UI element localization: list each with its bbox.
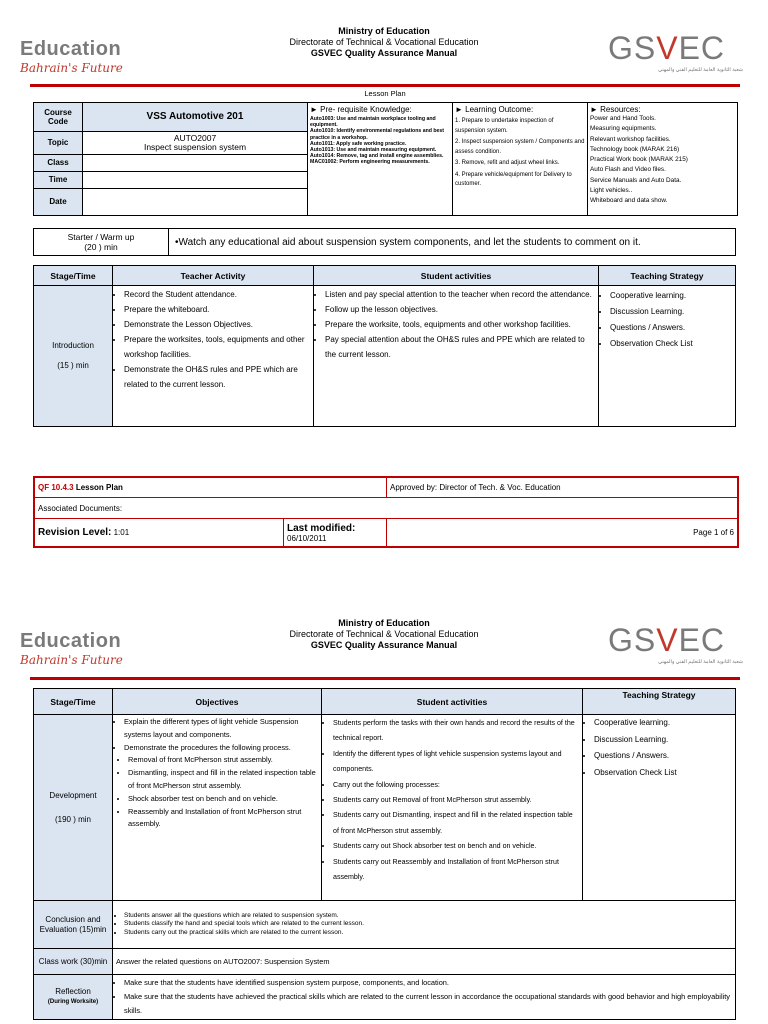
reflection-stage: Reflection (55, 987, 91, 996)
education-logo-text: Education (20, 630, 122, 652)
prerequisite-cell (308, 103, 453, 216)
gsvec-logo-ec: EC (678, 622, 726, 658)
student-activity-item: • Pay special attention about the OH&S rules and PPE which are related to the current lesson. (325, 332, 595, 362)
teaching-strategy-cell (599, 286, 736, 427)
header-red-rule (30, 84, 740, 87)
resource-item: Measuring equipments. (590, 125, 657, 133)
revision-level-label: Revision Level: (38, 527, 112, 539)
class-value (83, 154, 308, 171)
resource-item: Technology book (MARAK 216) (590, 145, 680, 153)
reflection-stage-cell (34, 975, 113, 1020)
prerequisite-item: Auto1014: Remove, tag and install engine assemblies. (310, 153, 444, 160)
qf-cell (34, 477, 387, 497)
gsvec-logo-gs: GS (608, 622, 657, 658)
qf-code: QF 10.4.3 (38, 482, 74, 492)
last-modified-cell (284, 519, 387, 547)
reflection-item: • Make sure that the students have achieved the practical skills which are related to the current lesson in accordance the occupational standards with good behavior and high employability skills. (124, 990, 732, 1018)
student-activity-item: • Follow up the lesson objectives. (325, 302, 595, 317)
teacher-activity-item: • Record the Student attendance. (124, 287, 310, 302)
gsvec-logo-subtitle: شعبة الثانوية العامة للتعليم الفني والمهني (658, 67, 743, 73)
resources-cell (588, 103, 738, 216)
course-code-value: VSS Automotive 201 (83, 103, 308, 132)
gsvec-logo-v: V (656, 30, 679, 66)
prerequisite-item: MAC01002: Perform engineering measurements. (310, 159, 430, 166)
objective-item: • Dismantling, inspect and fill in the related inspection table of front McPherson strut assembly. (128, 767, 318, 793)
gsvec-logo-subtitle: شعبة الثانوية العامة للتعليم الفني والمهني (658, 659, 743, 665)
education-logo (20, 38, 123, 75)
conclusion-stage: Conclusion and Evaluation (15)min (34, 901, 113, 949)
education-logo-text: Education (20, 38, 122, 60)
student-activity-item: • Students carry out Shock absorber test on bench and on vehicle. (333, 839, 579, 854)
prerequisite-item: Auto1010: Identify environmental regulations and best practice in a workshop. (310, 128, 445, 141)
gsvec-logo-v: V (656, 622, 679, 658)
col-teacher-activity: Teacher Activity (113, 266, 314, 286)
starter-table (33, 228, 736, 256)
strategy-item: • Discussion Learning. (594, 732, 732, 749)
student-activity-cell (322, 715, 583, 901)
strategy-item: • Observation Check List (594, 765, 732, 782)
resource-item: Whiteboard and data show. (590, 197, 668, 205)
student-activity-item: • Listen and pay special attention to the teacher when record the attendance. (325, 287, 595, 302)
col-teaching-strategy: Teaching Strategy (583, 689, 736, 715)
teacher-activity-item: • Prepare the worksites, tools, equipments and other workshop facilities. (124, 332, 310, 362)
topic-name: Inspect suspension system (143, 141, 247, 152)
student-activity-item: • Students carry out Reassembly and Installation of front McPherson strut assembly. (333, 855, 579, 886)
resources-title: ► Resources: (590, 105, 641, 114)
course-info-table (33, 102, 738, 216)
ministry-title: Ministry of Education (338, 618, 430, 628)
last-modified-value: 06/10/2011 (287, 533, 327, 543)
col-student-activities: Student activities (314, 266, 599, 286)
col-student-activities: Student activities (322, 689, 583, 715)
qf-lesson-plan: Lesson Plan (75, 482, 123, 492)
strategy-item: • Discussion Learning. (610, 304, 732, 320)
conclusion-item: • Students answer all the questions which are related to suspension system. (124, 912, 732, 921)
last-modified-label: Last modified: (287, 522, 356, 534)
revision-level-value: 1:01 (113, 528, 130, 538)
development-table (33, 688, 736, 1020)
strategy-item: • Questions / Answers. (610, 320, 732, 336)
reflection-cell (113, 975, 736, 1020)
ministry-title: Ministry of Education (338, 26, 430, 36)
associated-documents: Associated Documents: (34, 497, 738, 519)
topic-label: Topic (34, 131, 83, 154)
col-stage-time: Stage/Time (34, 266, 113, 286)
student-activity-item: • Students carry out Dismantling, inspect and fill in the related inspection table of front McPherson strut assembly. (333, 808, 579, 839)
objective-item: • Removal of front McPherson strut assembly. (128, 754, 318, 767)
prerequisite-title: ► Pre- requisite Knowledge: (310, 105, 412, 114)
prerequisite-item: Auto1013: Use and maintain measuring equipment. (310, 147, 437, 154)
teacher-activity-item: • Demonstrate the OH&S rules and PPE which are related to the current lesson. (124, 362, 310, 392)
gsvec-logo-ec: EC (678, 30, 726, 66)
objective-item: • Demonstrate the procedures the following process. (124, 742, 318, 755)
lesson-plan-title: Lesson Plan (364, 89, 406, 98)
strategy-item: • Questions / Answers. (594, 748, 732, 765)
ministry-header (234, 26, 534, 59)
teacher-activity-cell (113, 286, 314, 427)
learning-outcome-title: ► Learning Outcome: (455, 105, 534, 114)
student-activity-item: • Students carry out Removal of front McPherson strut assembly. (333, 793, 579, 808)
col-stage-time: Stage/Time (34, 689, 113, 715)
teacher-activity-item: • Prepare the whiteboard. (124, 302, 310, 317)
student-activity-item: • Carry out the following processes: (333, 778, 579, 793)
resource-item: Auto Flash and Video files. (590, 166, 666, 174)
time-value (83, 171, 308, 188)
introduction-table (33, 265, 736, 427)
strategy-item: • Cooperative learning. (610, 288, 732, 304)
starter-label: Starter / Warm up (67, 232, 135, 242)
student-activity-cell (314, 286, 599, 427)
header-red-rule-page2 (30, 677, 740, 680)
date-label: Date (34, 188, 83, 216)
student-activity-item: • Prepare the worksite, tools, equipments and other workshop facilities. (325, 317, 595, 332)
starter-label-cell (34, 229, 169, 256)
learning-outcome-item: 4. Prepare vehicle/equipment for Delivery to customer. (455, 171, 572, 187)
conclusion-item: • Students classify the hand and special tools which are related to the current lesson. (124, 920, 732, 929)
student-activity-item: • Students perform the tasks with their own hands and record the results of the technical report. (333, 716, 579, 747)
conclusion-cell (113, 901, 736, 949)
objective-item: • Shock absorber test on bench and on vehicle. (128, 793, 318, 806)
page-number: Page 1 of 6 (387, 519, 739, 547)
starter-time: (20 ) min (84, 242, 118, 252)
introduction-stage-cell (34, 286, 113, 427)
manual-title: GSVEC Quality Assurance Manual (310, 640, 458, 650)
col-teaching-strategy: Teaching Strategy (599, 266, 736, 286)
development-time: (190 ) min (54, 814, 91, 824)
education-logo-page2 (20, 630, 123, 667)
topic-code: AUTO2007 (173, 132, 217, 143)
resource-item: Relevant workshop facilities. (590, 135, 671, 143)
conclusion-item: • Students carry out the practical skills which are related to the current lesson. (124, 929, 732, 938)
prerequisite-item: Auto1011: Apply safe working practice. (310, 140, 407, 147)
learning-outcome-item: 1. Prepare to undertake inspection of suspension system. (455, 118, 554, 134)
starter-text: •Watch any educational aid about suspension system components, and let the students to comment on it. (169, 229, 736, 256)
strategy-item: • Cooperative learning. (594, 715, 732, 732)
col-objectives: Objectives (113, 689, 322, 715)
prerequisite-item: Auto1003: Use and maintain workplace tooling and equipment. (310, 116, 436, 129)
objective-item: • Reassembly and Installation of front McPherson strut assembly. (128, 806, 318, 832)
course-code-label: Course Code (34, 103, 83, 132)
revision-level-cell (34, 519, 284, 547)
resource-item: Practical Work book (MARAK 215) (590, 156, 688, 164)
introduction-time: (15 ) min (57, 361, 89, 370)
reflection-item: • Make sure that the students have identified suspension system purpose, components, and location. (124, 976, 732, 990)
topic-value (83, 131, 308, 154)
bahrain-future-tagline: Bahrain's Future (20, 653, 123, 667)
class-label: Class (34, 154, 83, 171)
approved-by: Approved by: Director of Tech. & Voc. Education (387, 477, 739, 497)
ministry-header-page2 (234, 618, 534, 651)
date-value (83, 188, 308, 216)
quality-form-footer (33, 476, 739, 548)
directorate-title: Directorate of Technical & Vocational Education (289, 37, 479, 47)
development-stage: Development (49, 790, 97, 800)
learning-outcome-item: 2. Inspect suspension system / Components and assess condition. (455, 139, 585, 155)
bahrain-future-tagline: Bahrain's Future (20, 61, 123, 75)
resource-item: Light vehicles.. (590, 187, 633, 195)
gsvec-logo-page2 (608, 622, 743, 665)
objectives-cell (113, 715, 322, 901)
resource-item: Power and Hand Tools. (590, 115, 656, 122)
classwork-text: Answer the related questions on AUTO2007: Suspension System (113, 949, 736, 975)
classwork-stage: Class work (30)min (34, 949, 113, 975)
manual-title: GSVEC Quality Assurance Manual (310, 48, 458, 58)
student-activity-item: • Identify the different types of light vehicle suspension systems layout and components. (333, 747, 579, 778)
teacher-activity-item: • Demonstrate the Lesson Objectives. (124, 317, 310, 332)
development-stage-cell (34, 715, 113, 901)
gsvec-logo (608, 30, 743, 73)
gsvec-logo-gs: GS (608, 30, 657, 66)
objective-item: • Explain the different types of light vehicle Suspension systems layout and components. (124, 716, 318, 742)
learning-outcome-item: 3. Remove, refit and adjust wheel links. (455, 160, 560, 166)
time-label: Time (34, 171, 83, 188)
strategy-item: • Observation Check List (610, 336, 732, 352)
learning-outcome-cell (453, 103, 588, 216)
introduction-stage: Introduction (52, 341, 94, 350)
teaching-strategy-cell (583, 715, 736, 901)
directorate-title: Directorate of Technical & Vocational Education (289, 629, 479, 639)
resource-item: Service Manuals and Auto Data. (590, 176, 682, 184)
reflection-sub: (During Worksite) (47, 999, 99, 1005)
